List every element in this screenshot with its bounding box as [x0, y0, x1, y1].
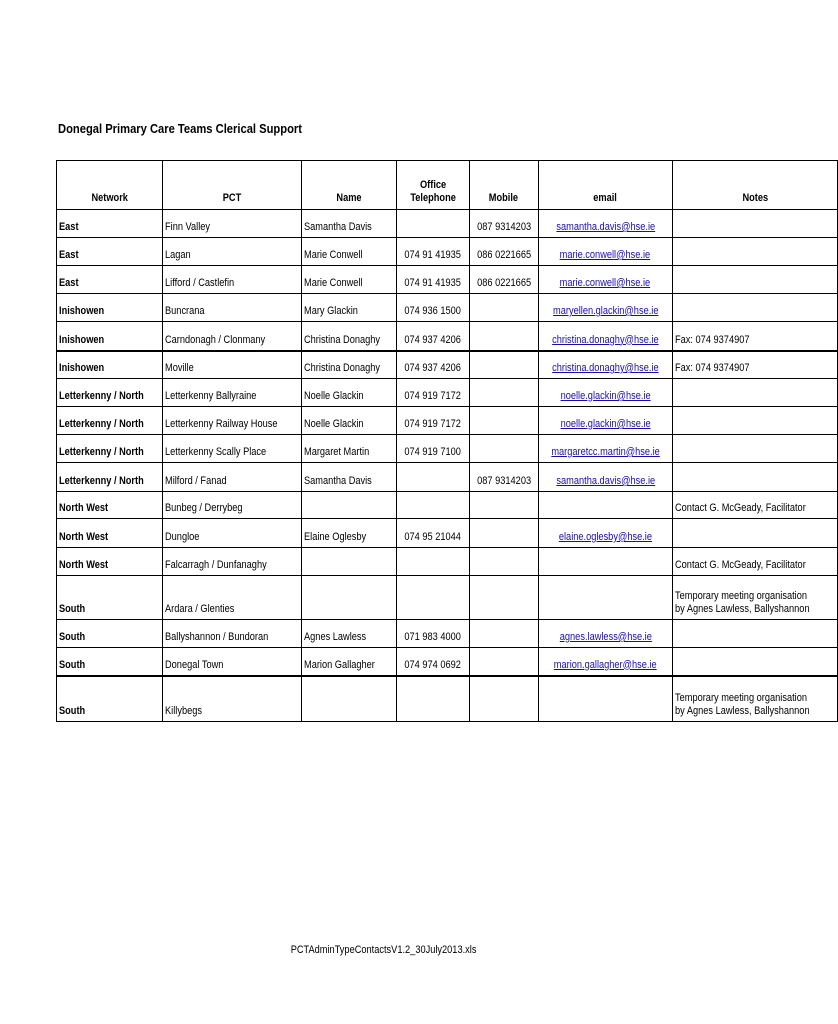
- table-row: [57, 648, 838, 676]
- pct-cell: Lagan: [162, 238, 301, 266]
- table-row: [57, 351, 838, 379]
- column-header-email: email: [538, 161, 672, 210]
- pct-cell: Falcarragh / Dunfanaghy: [162, 548, 301, 576]
- email-link[interactable]: marion.gallagher@hse.ie: [538, 648, 672, 676]
- name-cell: Elaine Oglesby: [301, 519, 397, 548]
- notes-line: Contact G. McGeady, Facilitator: [674, 559, 806, 571]
- email-link[interactable]: christina.donaghy@hse.ie: [538, 322, 672, 351]
- name-cell: [301, 548, 397, 576]
- notes-cell: [672, 435, 837, 463]
- mobile-cell: [469, 576, 538, 620]
- office-telephone-cell: 074 974 0692: [397, 648, 469, 676]
- pct-cell: Letterkenny Railway House: [162, 407, 301, 435]
- notes-cell: [672, 492, 837, 519]
- name-cell: Christina Donaghy: [301, 351, 397, 379]
- pct-cell: Ballyshannon / Bundoran: [162, 620, 301, 648]
- office-telephone-cell: 074 937 4206: [397, 351, 469, 379]
- pct-cell: Donegal Town: [162, 648, 301, 676]
- office-telephone-cell: 074 919 7100: [397, 435, 469, 463]
- name-cell: [301, 676, 397, 722]
- email-link[interactable]: agnes.lawless@hse.ie: [538, 620, 672, 648]
- office-telephone-cell: 074 91 41935: [397, 238, 469, 266]
- network-cell: Inishowen: [57, 351, 163, 379]
- mobile-cell: [469, 519, 538, 548]
- pct-cell: Buncrana: [162, 294, 301, 322]
- name-cell: Mary Glackin: [301, 294, 397, 322]
- network-cell: South: [57, 648, 163, 676]
- notes-line: by Agnes Lawless, Ballyshannon: [674, 705, 810, 717]
- pct-cell: Finn Valley: [162, 210, 301, 238]
- network-cell: Inishowen: [57, 294, 163, 322]
- office-telephone-cell: [397, 576, 469, 620]
- mobile-cell: [469, 435, 538, 463]
- pct-cell: Ardara / Glenties: [162, 576, 301, 620]
- table-row: [57, 676, 838, 722]
- table-header-row: [57, 161, 838, 210]
- pct-cell: Letterkenny Ballyraine: [162, 379, 301, 407]
- column-header-pct: PCT: [162, 161, 301, 210]
- email-link[interactable]: noelle.glackin@hse.ie: [538, 407, 672, 435]
- mobile-cell: [469, 322, 538, 351]
- notes-cell: [672, 238, 837, 266]
- file-name-footer: PCTAdminTypeContactsV1.2_30July2013.xls: [291, 944, 477, 956]
- notes-line: Temporary meeting organisation: [674, 590, 807, 602]
- email-link[interactable]: samantha.davis@hse.ie: [538, 463, 672, 492]
- notes-line: Fax: 074 9374907: [674, 362, 750, 374]
- pct-cell: Letterkenny Scally Place: [162, 435, 301, 463]
- mobile-cell: [469, 648, 538, 676]
- name-cell: Christina Donaghy: [301, 322, 397, 351]
- pct-cell: Lifford / Castlefin: [162, 266, 301, 294]
- network-cell: East: [57, 238, 163, 266]
- mobile-cell: 086 0221665: [469, 266, 538, 294]
- mobile-cell: [469, 351, 538, 379]
- table-row: [57, 620, 838, 648]
- office-telephone-cell: 074 919 7172: [397, 407, 469, 435]
- mobile-cell: [469, 548, 538, 576]
- pct-cell: Killybegs: [162, 676, 301, 722]
- table-row: [57, 435, 838, 463]
- network-cell: Letterkenny / North: [57, 407, 163, 435]
- pct-cell: Bunbeg / Derrybeg: [162, 492, 301, 519]
- pct-cell: Dungloe: [162, 519, 301, 548]
- email-link: [538, 492, 672, 519]
- network-cell: Letterkenny / North: [57, 463, 163, 492]
- table-row: [57, 407, 838, 435]
- email-link: [538, 576, 672, 620]
- notes-cell: [672, 294, 837, 322]
- table-row: [57, 463, 838, 492]
- notes-cell: [672, 519, 837, 548]
- network-cell: East: [57, 266, 163, 294]
- notes-cell: [672, 676, 837, 722]
- office-telephone-cell: [397, 676, 469, 722]
- name-cell: Samantha Davis: [301, 463, 397, 492]
- pct-cell: Carndonagh / Clonmany: [162, 322, 301, 351]
- mobile-cell: 086 0221665: [469, 238, 538, 266]
- email-link[interactable]: elaine.oglesby@hse.ie: [538, 519, 672, 548]
- notes-line: by Agnes Lawless, Ballyshannon: [674, 603, 810, 615]
- column-header-notes: Notes: [672, 161, 837, 210]
- email-link: [538, 548, 672, 576]
- notes-cell: [672, 648, 837, 676]
- notes-cell: [672, 351, 837, 379]
- office-telephone-cell: [397, 210, 469, 238]
- email-link: [538, 676, 672, 722]
- column-header-office-telephone: [397, 161, 469, 210]
- office-header-line2: Telephone: [410, 192, 456, 204]
- mobile-cell: [469, 620, 538, 648]
- office-telephone-cell: 074 919 7172: [397, 379, 469, 407]
- email-link[interactable]: margaretcc.martin@hse.ie: [538, 435, 672, 463]
- page-title: Donegal Primary Care Teams Clerical Support: [58, 121, 302, 136]
- notes-line: Contact G. McGeady, Facilitator: [674, 502, 806, 514]
- table-row: [57, 519, 838, 548]
- email-link[interactable]: marie.conwell@hse.ie: [538, 266, 672, 294]
- email-link[interactable]: marie.conwell@hse.ie: [538, 238, 672, 266]
- office-telephone-cell: 074 937 4206: [397, 322, 469, 351]
- mobile-cell: [469, 676, 538, 722]
- contacts-table: [56, 160, 838, 722]
- notes-cell: [672, 407, 837, 435]
- table-row: [57, 294, 838, 322]
- mobile-cell: [469, 407, 538, 435]
- network-cell: Letterkenny / North: [57, 379, 163, 407]
- notes-line: Temporary meeting organisation: [674, 692, 807, 704]
- notes-cell: [672, 576, 837, 620]
- name-cell: Marie Conwell: [301, 266, 397, 294]
- office-telephone-cell: 074 936 1500: [397, 294, 469, 322]
- pct-cell: Moville: [162, 351, 301, 379]
- mobile-cell: [469, 492, 538, 519]
- office-telephone-cell: 074 91 41935: [397, 266, 469, 294]
- mobile-cell: [469, 379, 538, 407]
- email-link[interactable]: christina.donaghy@hse.ie: [538, 351, 672, 379]
- email-link[interactable]: samantha.davis@hse.ie: [538, 210, 672, 238]
- network-cell: Inishowen: [57, 322, 163, 351]
- email-link[interactable]: maryellen.glackin@hse.ie: [538, 294, 672, 322]
- network-cell: North West: [57, 548, 163, 576]
- table-row: [57, 379, 838, 407]
- name-cell: Noelle Glackin: [301, 379, 397, 407]
- mobile-cell: 087 9314203: [469, 463, 538, 492]
- notes-cell: [672, 379, 837, 407]
- name-cell: Agnes Lawless: [301, 620, 397, 648]
- network-cell: South: [57, 576, 163, 620]
- name-cell: Margaret Martin: [301, 435, 397, 463]
- table-row: [57, 266, 838, 294]
- name-cell: Samantha Davis: [301, 210, 397, 238]
- network-cell: East: [57, 210, 163, 238]
- office-header-line1: Office: [419, 179, 447, 191]
- network-cell: South: [57, 676, 163, 722]
- table-row: [57, 492, 838, 519]
- name-cell: Noelle Glackin: [301, 407, 397, 435]
- column-header-name: Name: [301, 161, 397, 210]
- office-telephone-cell: 074 95 21044: [397, 519, 469, 548]
- network-cell: North West: [57, 519, 163, 548]
- office-telephone-cell: [397, 492, 469, 519]
- network-cell: South: [57, 620, 163, 648]
- name-cell: [301, 576, 397, 620]
- notes-cell: [672, 548, 837, 576]
- table-body: [57, 210, 838, 722]
- email-link[interactable]: noelle.glackin@hse.ie: [538, 379, 672, 407]
- notes-cell: [672, 463, 837, 492]
- mobile-cell: [469, 294, 538, 322]
- table-row: [57, 210, 838, 238]
- table-row: [57, 238, 838, 266]
- notes-cell: [672, 620, 837, 648]
- network-cell: Letterkenny / North: [57, 435, 163, 463]
- column-header-mobile: Mobile: [469, 161, 538, 210]
- notes-cell: [672, 210, 837, 238]
- table-row: [57, 322, 838, 351]
- mobile-cell: 087 9314203: [469, 210, 538, 238]
- notes-cell: [672, 322, 837, 351]
- office-telephone-cell: [397, 548, 469, 576]
- name-cell: Marion Gallagher: [301, 648, 397, 676]
- column-header-network: Network: [57, 161, 163, 210]
- name-cell: Marie Conwell: [301, 238, 397, 266]
- name-cell: [301, 492, 397, 519]
- notes-cell: [672, 266, 837, 294]
- notes-line: Fax: 074 9374907: [674, 333, 750, 346]
- office-telephone-cell: [397, 463, 469, 492]
- network-cell: North West: [57, 492, 163, 519]
- table-row: [57, 548, 838, 576]
- office-telephone-cell: 071 983 4000: [397, 620, 469, 648]
- table-row: [57, 576, 838, 620]
- pct-cell: Milford / Fanad: [162, 463, 301, 492]
